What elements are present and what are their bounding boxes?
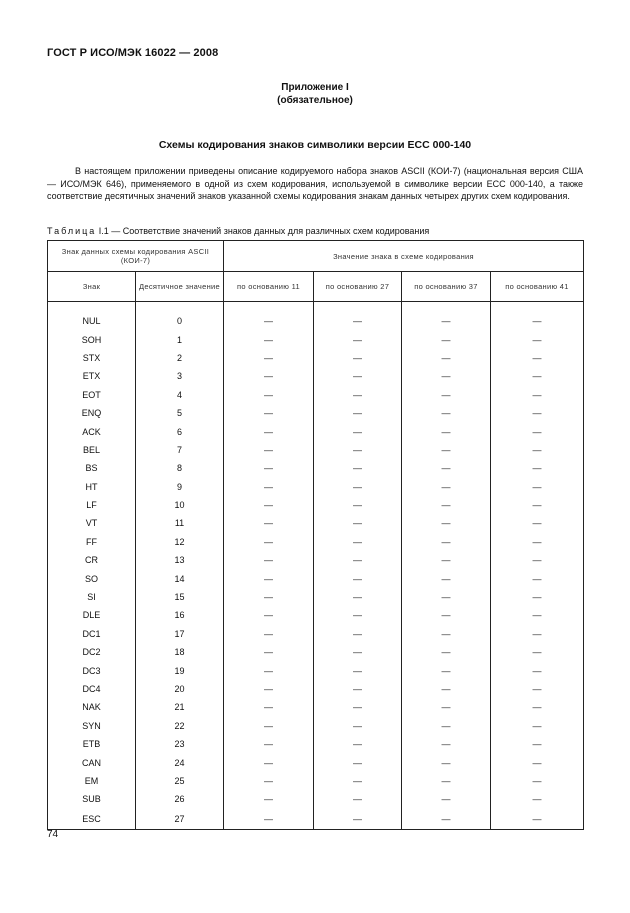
cell-base11: — — [224, 643, 314, 661]
cell-base27: — — [314, 478, 402, 496]
cell-base11: — — [224, 422, 314, 440]
cell-char: SOH — [48, 330, 136, 348]
cell-base11: — — [224, 717, 314, 735]
cell-base37: — — [402, 661, 491, 679]
table-caption-prefix: Таблица — [47, 226, 97, 236]
cell-decimal: 13 — [136, 551, 224, 569]
cell-decimal: 8 — [136, 459, 224, 477]
cell-base37: — — [402, 588, 491, 606]
cell-base11: — — [224, 478, 314, 496]
cell-base41: — — [491, 386, 584, 404]
cell-base11: — — [224, 533, 314, 551]
cell-base11: — — [224, 514, 314, 532]
table-row — [48, 386, 584, 404]
table-caption — [47, 226, 429, 236]
cell-base11: — — [224, 496, 314, 514]
table-row — [48, 717, 584, 735]
cell-decimal: 7 — [136, 441, 224, 459]
cell-base37: — — [402, 533, 491, 551]
cell-char: ETB — [48, 735, 136, 753]
cell-base37: — — [402, 422, 491, 440]
header-base11: по основанию 11 — [224, 272, 314, 302]
cell-base41: — — [491, 496, 584, 514]
cell-base41: — — [491, 569, 584, 587]
cell-decimal: 21 — [136, 698, 224, 716]
cell-base41: — — [491, 551, 584, 569]
cell-base11: — — [224, 459, 314, 477]
cell-decimal: 19 — [136, 661, 224, 679]
cell-base27: — — [314, 790, 402, 808]
table-row — [48, 680, 584, 698]
cell-base41: — — [491, 772, 584, 790]
cell-base37: — — [402, 330, 491, 348]
cell-base37: — — [402, 625, 491, 643]
cell-base27: — — [314, 551, 402, 569]
cell-base11: — — [224, 680, 314, 698]
table-row — [48, 514, 584, 532]
cell-base37: — — [402, 735, 491, 753]
cell-base27: — — [314, 441, 402, 459]
appendix-title: Приложение I — [281, 82, 349, 93]
cell-decimal: 20 — [136, 680, 224, 698]
cell-char: NUL — [48, 312, 136, 330]
cell-base41: — — [491, 680, 584, 698]
cell-base37: — — [402, 312, 491, 330]
cell-decimal: 1 — [136, 330, 224, 348]
cell-decimal: 9 — [136, 478, 224, 496]
cell-base11: — — [224, 349, 314, 367]
cell-char: BEL — [48, 441, 136, 459]
cell-base41: — — [491, 717, 584, 735]
cell-decimal: 2 — [136, 349, 224, 367]
cell-base11: — — [224, 330, 314, 348]
cell-base27: — — [314, 772, 402, 790]
cell-base11: — — [224, 606, 314, 624]
cell-base37: — — [402, 569, 491, 587]
table-row — [48, 698, 584, 716]
cell-base11: — — [224, 386, 314, 404]
intro-paragraph: В настоящем приложении приведены описание кодируемого набора знаков ASCII (КОИ-7) (национальная версия США — ИСО/МЭК 646), применяемого в одной из схем кодирования, используемой в символике версии ECC 000-140, а также соответствие десятичных значений знаков указанной схемы кодирования знакам данных четырех других схем кодирования. — [47, 166, 583, 201]
cell-base41: — — [491, 478, 584, 496]
cell-base27: — — [314, 606, 402, 624]
cell-base27: — — [314, 330, 402, 348]
cell-decimal: 27 — [136, 809, 224, 830]
cell-base27: — — [314, 422, 402, 440]
cell-base11: — — [224, 753, 314, 771]
table-row — [48, 422, 584, 440]
cell-base27: — — [314, 349, 402, 367]
cell-base41: — — [491, 735, 584, 753]
cell-decimal: 24 — [136, 753, 224, 771]
cell-base37: — — [402, 717, 491, 735]
header-decimal: Десятичное значение — [136, 272, 224, 302]
cell-char: ENQ — [48, 404, 136, 422]
cell-decimal: 5 — [136, 404, 224, 422]
table-row — [48, 312, 584, 330]
cell-base27: — — [314, 643, 402, 661]
cell-decimal: 22 — [136, 717, 224, 735]
cell-char: DC3 — [48, 661, 136, 679]
cell-decimal: 17 — [136, 625, 224, 643]
cell-decimal: 15 — [136, 588, 224, 606]
cell-char: HT — [48, 478, 136, 496]
cell-base41: — — [491, 753, 584, 771]
cell-base41: — — [491, 533, 584, 551]
cell-char: FF — [48, 533, 136, 551]
cell-base27: — — [314, 735, 402, 753]
cell-base27: — — [314, 661, 402, 679]
cell-base11: — — [224, 441, 314, 459]
cell-base37: — — [402, 367, 491, 385]
cell-char: ETX — [48, 367, 136, 385]
cell-base41: — — [491, 514, 584, 532]
appendix-heading — [0, 81, 630, 107]
cell-decimal: 14 — [136, 569, 224, 587]
cell-base41: — — [491, 606, 584, 624]
cell-char: SUB — [48, 790, 136, 808]
cell-decimal: 4 — [136, 386, 224, 404]
cell-decimal: 12 — [136, 533, 224, 551]
cell-base37: — — [402, 478, 491, 496]
cell-base37: — — [402, 809, 491, 830]
cell-base41: — — [491, 404, 584, 422]
cell-base11: — — [224, 790, 314, 808]
cell-base27: — — [314, 698, 402, 716]
cell-base27: — — [314, 588, 402, 606]
table-row — [48, 459, 584, 477]
table-row — [48, 606, 584, 624]
cell-decimal: 3 — [136, 367, 224, 385]
table-row — [48, 735, 584, 753]
cell-decimal: 26 — [136, 790, 224, 808]
cell-decimal: 10 — [136, 496, 224, 514]
cell-base27: — — [314, 533, 402, 551]
cell-char: ACK — [48, 422, 136, 440]
cell-base27: — — [314, 680, 402, 698]
cell-base41: — — [491, 459, 584, 477]
cell-base37: — — [402, 606, 491, 624]
encoding-table — [47, 240, 584, 830]
table-row — [48, 790, 584, 808]
cell-char: DC4 — [48, 680, 136, 698]
cell-char: CR — [48, 551, 136, 569]
cell-base11: — — [224, 735, 314, 753]
cell-base41: — — [491, 698, 584, 716]
cell-decimal: 0 — [136, 312, 224, 330]
section-title: Схемы кодирования знаков символики версии ECC 000-140 — [158, 139, 472, 151]
table-row — [48, 478, 584, 496]
cell-base27: — — [314, 386, 402, 404]
header-group-ascii: Знак данных схемы кодирования ASCII (КОИ-7) — [48, 241, 224, 272]
table-row — [48, 441, 584, 459]
appendix-status: (обязательное) — [277, 95, 353, 106]
cell-base41: — — [491, 661, 584, 679]
cell-decimal: 25 — [136, 772, 224, 790]
cell-char: SYN — [48, 717, 136, 735]
cell-base37: — — [402, 551, 491, 569]
cell-decimal: 6 — [136, 422, 224, 440]
cell-base27: — — [314, 312, 402, 330]
cell-char: NAK — [48, 698, 136, 716]
cell-base41: — — [491, 422, 584, 440]
cell-base41: — — [491, 441, 584, 459]
cell-base41: — — [491, 349, 584, 367]
cell-char: SO — [48, 569, 136, 587]
table-body — [48, 302, 584, 830]
cell-base41: — — [491, 312, 584, 330]
cell-base27: — — [314, 367, 402, 385]
cell-base37: — — [402, 404, 491, 422]
cell-base11: — — [224, 809, 314, 830]
cell-base11: — — [224, 588, 314, 606]
cell-base27: — — [314, 625, 402, 643]
cell-char: SI — [48, 588, 136, 606]
cell-base37: — — [402, 772, 491, 790]
cell-base37: — — [402, 514, 491, 532]
cell-char: EOT — [48, 386, 136, 404]
cell-char: CAN — [48, 753, 136, 771]
table-row — [48, 404, 584, 422]
cell-decimal: 18 — [136, 643, 224, 661]
cell-base27: — — [314, 753, 402, 771]
cell-base27: — — [314, 809, 402, 830]
cell-char: VT — [48, 514, 136, 532]
cell-base41: — — [491, 809, 584, 830]
cell-base41: — — [491, 625, 584, 643]
cell-char: EM — [48, 772, 136, 790]
cell-char: ESC — [48, 809, 136, 830]
table-row — [48, 330, 584, 348]
cell-char: DC2 — [48, 643, 136, 661]
cell-base11: — — [224, 404, 314, 422]
cell-base37: — — [402, 698, 491, 716]
cell-base27: — — [314, 459, 402, 477]
table-row — [48, 496, 584, 514]
table-spacer-row — [48, 302, 584, 313]
table-row — [48, 367, 584, 385]
cell-decimal: 16 — [136, 606, 224, 624]
header-base27: по основанию 27 — [314, 272, 402, 302]
cell-base37: — — [402, 643, 491, 661]
cell-char: DC1 — [48, 625, 136, 643]
header-base41: по основанию 41 — [491, 272, 584, 302]
cell-base11: — — [224, 661, 314, 679]
cell-base41: — — [491, 790, 584, 808]
table-row — [48, 349, 584, 367]
cell-base11: — — [224, 772, 314, 790]
cell-base11: — — [224, 569, 314, 587]
cell-base27: — — [314, 404, 402, 422]
cell-decimal: 23 — [136, 735, 224, 753]
cell-base11: — — [224, 625, 314, 643]
cell-base27: — — [314, 569, 402, 587]
cell-char: LF — [48, 496, 136, 514]
table-row — [48, 772, 584, 790]
cell-base27: — — [314, 717, 402, 735]
cell-base37: — — [402, 441, 491, 459]
cell-base41: — — [491, 643, 584, 661]
header-group-values: Значение знака в схеме кодирования — [224, 241, 584, 272]
cell-char: BS — [48, 459, 136, 477]
table-row — [48, 625, 584, 643]
table-row — [48, 533, 584, 551]
cell-base37: — — [402, 386, 491, 404]
table-row — [48, 551, 584, 569]
cell-char: DLE — [48, 606, 136, 624]
cell-base37: — — [402, 349, 491, 367]
table-row — [48, 809, 584, 830]
cell-base37: — — [402, 459, 491, 477]
cell-base41: — — [491, 330, 584, 348]
cell-base37: — — [402, 496, 491, 514]
page-number: 74 — [47, 829, 59, 840]
header-char: Знак — [48, 272, 136, 302]
table-row — [48, 588, 584, 606]
cell-base37: — — [402, 753, 491, 771]
header-base37: по основанию 37 — [402, 272, 491, 302]
cell-base41: — — [491, 588, 584, 606]
cell-base11: — — [224, 551, 314, 569]
table-caption-text: I.1 — Соответствие значений знаков данных для различных схем кодирования — [96, 226, 430, 236]
cell-base37: — — [402, 790, 491, 808]
cell-char: STX — [48, 349, 136, 367]
cell-decimal: 11 — [136, 514, 224, 532]
cell-base11: — — [224, 698, 314, 716]
table-row — [48, 569, 584, 587]
cell-base27: — — [314, 496, 402, 514]
cell-base41: — — [491, 367, 584, 385]
cell-base27: — — [314, 514, 402, 532]
cell-base37: — — [402, 680, 491, 698]
document-header: ГОСТ Р ИСО/МЭК 16022 — 2008 — [47, 47, 219, 59]
table-row — [48, 643, 584, 661]
cell-base11: — — [224, 367, 314, 385]
table-row — [48, 661, 584, 679]
cell-base11: — — [224, 312, 314, 330]
table-row — [48, 753, 584, 771]
